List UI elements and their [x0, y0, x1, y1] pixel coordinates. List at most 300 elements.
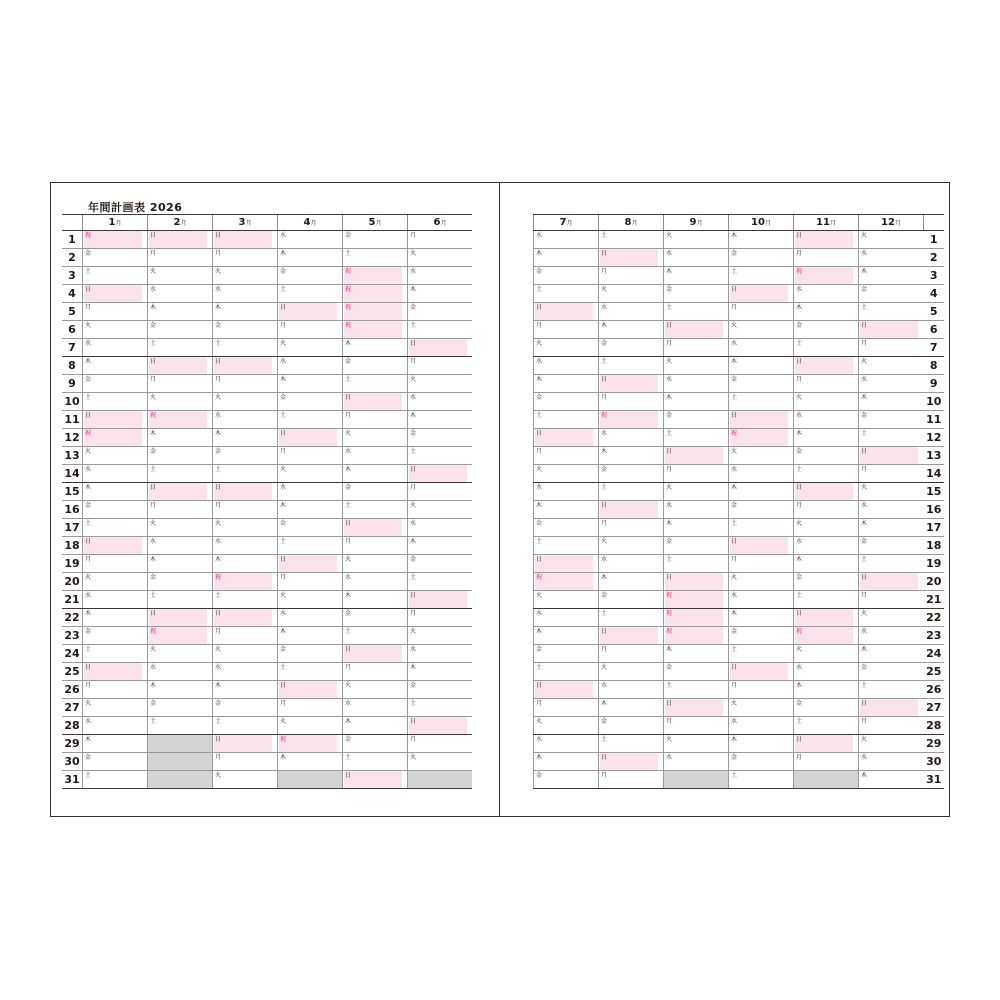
- day-cell[interactable]: [148, 411, 213, 429]
- day-cell[interactable]: [148, 537, 213, 555]
- day-cell[interactable]: [599, 771, 664, 789]
- day-cell[interactable]: [343, 645, 408, 663]
- day-cell[interactable]: [859, 609, 924, 627]
- day-cell[interactable]: [859, 483, 924, 501]
- day-cell[interactable]: [599, 609, 664, 627]
- day-cell[interactable]: [148, 501, 213, 519]
- day-cell[interactable]: [729, 627, 794, 645]
- day-cell[interactable]: [148, 627, 213, 645]
- day-cell[interactable]: [343, 753, 408, 771]
- day-cell[interactable]: [408, 681, 473, 699]
- day-cell[interactable]: [148, 447, 213, 465]
- day-cell[interactable]: [148, 393, 213, 411]
- day-cell[interactable]: [213, 357, 278, 375]
- day-cell[interactable]: [213, 375, 278, 393]
- day-cell[interactable]: [343, 519, 408, 537]
- day-cell[interactable]: [213, 771, 278, 789]
- day-cell[interactable]: [278, 375, 343, 393]
- day-cell[interactable]: [343, 357, 408, 375]
- day-cell[interactable]: [599, 735, 664, 753]
- day-cell[interactable]: [794, 681, 859, 699]
- day-cell[interactable]: [534, 555, 599, 573]
- day-cell[interactable]: [599, 753, 664, 771]
- day-cell[interactable]: [278, 483, 343, 501]
- day-cell[interactable]: [213, 717, 278, 735]
- day-cell[interactable]: [148, 609, 213, 627]
- day-cell[interactable]: [729, 591, 794, 609]
- day-cell[interactable]: [599, 681, 664, 699]
- day-cell[interactable]: [148, 663, 213, 681]
- day-cell[interactable]: [408, 447, 473, 465]
- day-cell[interactable]: [859, 519, 924, 537]
- day-cell[interactable]: [213, 555, 278, 573]
- day-cell[interactable]: [213, 231, 278, 249]
- day-cell[interactable]: [599, 249, 664, 267]
- day-cell[interactable]: [664, 753, 729, 771]
- day-cell[interactable]: [408, 285, 473, 303]
- day-cell[interactable]: [664, 609, 729, 627]
- day-cell[interactable]: [148, 339, 213, 357]
- day-cell[interactable]: [83, 429, 148, 447]
- day-cell[interactable]: [408, 663, 473, 681]
- day-cell[interactable]: [599, 555, 664, 573]
- day-cell[interactable]: [213, 393, 278, 411]
- day-cell[interactable]: [794, 537, 859, 555]
- day-cell[interactable]: [278, 357, 343, 375]
- day-cell[interactable]: [664, 303, 729, 321]
- day-cell[interactable]: [599, 501, 664, 519]
- day-cell[interactable]: [534, 429, 599, 447]
- day-cell[interactable]: [343, 681, 408, 699]
- day-cell[interactable]: [859, 321, 924, 339]
- day-cell[interactable]: [408, 249, 473, 267]
- day-cell[interactable]: [664, 339, 729, 357]
- day-cell[interactable]: [794, 375, 859, 393]
- day-cell[interactable]: [729, 339, 794, 357]
- day-cell[interactable]: [664, 321, 729, 339]
- day-cell[interactable]: [343, 393, 408, 411]
- day-cell[interactable]: [278, 573, 343, 591]
- day-cell[interactable]: [213, 483, 278, 501]
- day-cell[interactable]: [794, 357, 859, 375]
- day-cell[interactable]: [343, 537, 408, 555]
- day-cell[interactable]: [794, 285, 859, 303]
- day-cell[interactable]: [859, 735, 924, 753]
- day-cell[interactable]: [664, 429, 729, 447]
- day-cell[interactable]: [534, 681, 599, 699]
- day-cell[interactable]: [278, 465, 343, 483]
- day-cell[interactable]: [83, 627, 148, 645]
- day-cell[interactable]: [859, 303, 924, 321]
- day-cell[interactable]: [794, 699, 859, 717]
- day-cell[interactable]: [664, 537, 729, 555]
- day-cell[interactable]: [278, 609, 343, 627]
- day-cell[interactable]: [278, 249, 343, 267]
- day-cell[interactable]: [83, 771, 148, 789]
- day-cell[interactable]: [664, 465, 729, 483]
- day-cell[interactable]: [343, 285, 408, 303]
- day-cell[interactable]: [83, 663, 148, 681]
- day-cell[interactable]: [278, 717, 343, 735]
- day-cell[interactable]: [83, 249, 148, 267]
- day-cell[interactable]: [534, 447, 599, 465]
- day-cell[interactable]: [343, 663, 408, 681]
- day-cell[interactable]: [148, 357, 213, 375]
- day-cell[interactable]: [729, 231, 794, 249]
- day-cell[interactable]: [599, 375, 664, 393]
- day-cell[interactable]: [408, 465, 473, 483]
- day-cell[interactable]: [599, 591, 664, 609]
- day-cell[interactable]: [599, 393, 664, 411]
- day-cell[interactable]: [148, 591, 213, 609]
- day-cell[interactable]: [343, 339, 408, 357]
- day-cell[interactable]: [408, 591, 473, 609]
- day-cell[interactable]: [343, 573, 408, 591]
- day-cell[interactable]: [859, 429, 924, 447]
- day-cell[interactable]: [148, 249, 213, 267]
- day-cell[interactable]: [278, 411, 343, 429]
- day-cell[interactable]: [213, 735, 278, 753]
- day-cell[interactable]: [534, 537, 599, 555]
- day-cell[interactable]: [343, 591, 408, 609]
- day-cell[interactable]: [408, 393, 473, 411]
- day-cell[interactable]: [664, 573, 729, 591]
- day-cell[interactable]: [859, 375, 924, 393]
- day-cell[interactable]: [729, 501, 794, 519]
- day-cell[interactable]: [729, 267, 794, 285]
- day-cell[interactable]: [83, 681, 148, 699]
- day-cell[interactable]: [664, 447, 729, 465]
- day-cell[interactable]: [534, 303, 599, 321]
- day-cell[interactable]: [794, 339, 859, 357]
- day-cell[interactable]: [729, 483, 794, 501]
- day-cell[interactable]: [148, 231, 213, 249]
- day-cell[interactable]: [83, 537, 148, 555]
- day-cell[interactable]: [794, 483, 859, 501]
- day-cell[interactable]: [729, 717, 794, 735]
- day-cell[interactable]: [408, 357, 473, 375]
- day-cell[interactable]: [664, 249, 729, 267]
- day-cell[interactable]: [278, 645, 343, 663]
- day-cell[interactable]: [534, 519, 599, 537]
- day-cell[interactable]: [859, 627, 924, 645]
- day-cell[interactable]: [859, 555, 924, 573]
- day-cell[interactable]: [148, 465, 213, 483]
- day-cell[interactable]: [664, 393, 729, 411]
- day-cell[interactable]: [664, 699, 729, 717]
- day-cell[interactable]: [729, 699, 794, 717]
- day-cell[interactable]: [278, 285, 343, 303]
- day-cell[interactable]: [859, 501, 924, 519]
- day-cell[interactable]: [534, 663, 599, 681]
- day-cell[interactable]: [213, 537, 278, 555]
- day-cell[interactable]: [408, 411, 473, 429]
- day-cell[interactable]: [534, 501, 599, 519]
- day-cell[interactable]: [278, 501, 343, 519]
- day-cell[interactable]: [859, 357, 924, 375]
- day-cell[interactable]: [213, 249, 278, 267]
- day-cell[interactable]: [534, 753, 599, 771]
- day-cell[interactable]: [408, 699, 473, 717]
- day-cell[interactable]: [534, 339, 599, 357]
- day-cell[interactable]: [729, 537, 794, 555]
- day-cell[interactable]: [408, 519, 473, 537]
- day-cell[interactable]: [534, 393, 599, 411]
- day-cell[interactable]: [859, 771, 924, 789]
- day-cell[interactable]: [278, 339, 343, 357]
- day-cell[interactable]: [343, 501, 408, 519]
- day-cell[interactable]: [534, 231, 599, 249]
- day-cell[interactable]: [148, 555, 213, 573]
- day-cell[interactable]: [599, 411, 664, 429]
- day-cell[interactable]: [148, 267, 213, 285]
- day-cell[interactable]: [729, 519, 794, 537]
- day-cell[interactable]: [664, 717, 729, 735]
- day-cell[interactable]: [794, 519, 859, 537]
- day-cell[interactable]: [794, 555, 859, 573]
- day-cell[interactable]: [83, 699, 148, 717]
- day-cell[interactable]: [213, 429, 278, 447]
- day-cell[interactable]: [599, 627, 664, 645]
- day-cell[interactable]: [794, 429, 859, 447]
- day-cell[interactable]: [729, 645, 794, 663]
- day-cell[interactable]: [729, 357, 794, 375]
- day-cell[interactable]: [148, 483, 213, 501]
- day-cell[interactable]: [408, 321, 473, 339]
- day-cell[interactable]: [278, 681, 343, 699]
- day-cell[interactable]: [83, 321, 148, 339]
- day-cell[interactable]: [343, 231, 408, 249]
- day-cell[interactable]: [408, 231, 473, 249]
- day-cell[interactable]: [859, 591, 924, 609]
- day-cell[interactable]: [278, 429, 343, 447]
- day-cell[interactable]: [859, 393, 924, 411]
- day-cell[interactable]: [408, 573, 473, 591]
- day-cell[interactable]: [213, 609, 278, 627]
- day-cell[interactable]: [794, 573, 859, 591]
- day-cell[interactable]: [148, 303, 213, 321]
- day-cell[interactable]: [794, 231, 859, 249]
- day-cell[interactable]: [83, 555, 148, 573]
- day-cell[interactable]: [729, 753, 794, 771]
- day-cell[interactable]: [729, 771, 794, 789]
- day-cell[interactable]: [859, 411, 924, 429]
- day-cell[interactable]: [278, 663, 343, 681]
- day-cell[interactable]: [534, 267, 599, 285]
- day-cell[interactable]: [408, 735, 473, 753]
- day-cell[interactable]: [794, 645, 859, 663]
- day-cell[interactable]: [408, 717, 473, 735]
- day-cell[interactable]: [83, 483, 148, 501]
- day-cell[interactable]: [599, 339, 664, 357]
- day-cell[interactable]: [794, 303, 859, 321]
- day-cell[interactable]: [729, 573, 794, 591]
- day-cell[interactable]: [729, 681, 794, 699]
- day-cell[interactable]: [83, 303, 148, 321]
- day-cell[interactable]: [148, 573, 213, 591]
- day-cell[interactable]: [148, 699, 213, 717]
- day-cell[interactable]: [148, 519, 213, 537]
- day-cell[interactable]: [83, 285, 148, 303]
- day-cell[interactable]: [599, 483, 664, 501]
- day-cell[interactable]: [534, 357, 599, 375]
- day-cell[interactable]: [343, 411, 408, 429]
- day-cell[interactable]: [213, 753, 278, 771]
- day-cell[interactable]: [859, 447, 924, 465]
- day-cell[interactable]: [599, 267, 664, 285]
- day-cell[interactable]: [534, 717, 599, 735]
- day-cell[interactable]: [664, 645, 729, 663]
- day-cell[interactable]: [664, 285, 729, 303]
- day-cell[interactable]: [408, 375, 473, 393]
- day-cell[interactable]: [278, 447, 343, 465]
- day-cell[interactable]: [729, 447, 794, 465]
- day-cell[interactable]: [343, 447, 408, 465]
- day-cell[interactable]: [794, 717, 859, 735]
- day-cell[interactable]: [599, 663, 664, 681]
- day-cell[interactable]: [794, 321, 859, 339]
- day-cell[interactable]: [859, 249, 924, 267]
- day-cell[interactable]: [859, 465, 924, 483]
- day-cell[interactable]: [794, 753, 859, 771]
- day-cell[interactable]: [278, 555, 343, 573]
- day-cell[interactable]: [213, 285, 278, 303]
- day-cell[interactable]: [83, 339, 148, 357]
- day-cell[interactable]: [794, 501, 859, 519]
- day-cell[interactable]: [213, 663, 278, 681]
- day-cell[interactable]: [408, 339, 473, 357]
- day-cell[interactable]: [343, 483, 408, 501]
- day-cell[interactable]: [343, 375, 408, 393]
- day-cell[interactable]: [213, 447, 278, 465]
- day-cell[interactable]: [408, 267, 473, 285]
- day-cell[interactable]: [859, 753, 924, 771]
- day-cell[interactable]: [83, 357, 148, 375]
- day-cell[interactable]: [408, 537, 473, 555]
- day-cell[interactable]: [83, 609, 148, 627]
- day-cell[interactable]: [729, 249, 794, 267]
- day-cell[interactable]: [794, 465, 859, 483]
- day-cell[interactable]: [729, 303, 794, 321]
- day-cell[interactable]: [343, 303, 408, 321]
- day-cell[interactable]: [664, 591, 729, 609]
- day-cell[interactable]: [408, 483, 473, 501]
- day-cell[interactable]: [729, 609, 794, 627]
- day-cell[interactable]: [148, 429, 213, 447]
- day-cell[interactable]: [859, 663, 924, 681]
- day-cell[interactable]: [729, 735, 794, 753]
- day-cell[interactable]: [213, 573, 278, 591]
- day-cell[interactable]: [794, 411, 859, 429]
- day-cell[interactable]: [343, 735, 408, 753]
- day-cell[interactable]: [83, 375, 148, 393]
- day-cell[interactable]: [599, 303, 664, 321]
- day-cell[interactable]: [729, 321, 794, 339]
- day-cell[interactable]: [213, 519, 278, 537]
- day-cell[interactable]: [83, 753, 148, 771]
- day-cell[interactable]: [534, 375, 599, 393]
- day-cell[interactable]: [729, 393, 794, 411]
- day-cell[interactable]: [534, 627, 599, 645]
- day-cell[interactable]: [213, 339, 278, 357]
- day-cell[interactable]: [664, 627, 729, 645]
- day-cell[interactable]: [343, 465, 408, 483]
- day-cell[interactable]: [599, 645, 664, 663]
- day-cell[interactable]: [859, 699, 924, 717]
- day-cell[interactable]: [534, 483, 599, 501]
- day-cell[interactable]: [278, 537, 343, 555]
- day-cell[interactable]: [664, 483, 729, 501]
- day-cell[interactable]: [408, 609, 473, 627]
- day-cell[interactable]: [408, 501, 473, 519]
- day-cell[interactable]: [278, 519, 343, 537]
- day-cell[interactable]: [213, 591, 278, 609]
- day-cell[interactable]: [534, 591, 599, 609]
- day-cell[interactable]: [599, 285, 664, 303]
- day-cell[interactable]: [794, 591, 859, 609]
- day-cell[interactable]: [664, 267, 729, 285]
- day-cell[interactable]: [343, 699, 408, 717]
- day-cell[interactable]: [794, 393, 859, 411]
- day-cell[interactable]: [83, 465, 148, 483]
- day-cell[interactable]: [408, 645, 473, 663]
- day-cell[interactable]: [664, 681, 729, 699]
- day-cell[interactable]: [794, 447, 859, 465]
- day-cell[interactable]: [213, 699, 278, 717]
- day-cell[interactable]: [599, 519, 664, 537]
- day-cell[interactable]: [278, 267, 343, 285]
- day-cell[interactable]: [408, 753, 473, 771]
- day-cell[interactable]: [599, 429, 664, 447]
- day-cell[interactable]: [534, 321, 599, 339]
- day-cell[interactable]: [729, 555, 794, 573]
- day-cell[interactable]: [664, 231, 729, 249]
- day-cell[interactable]: [859, 339, 924, 357]
- day-cell[interactable]: [213, 645, 278, 663]
- day-cell[interactable]: [83, 231, 148, 249]
- day-cell[interactable]: [148, 285, 213, 303]
- day-cell[interactable]: [83, 393, 148, 411]
- day-cell[interactable]: [343, 555, 408, 573]
- day-cell[interactable]: [729, 375, 794, 393]
- day-cell[interactable]: [343, 627, 408, 645]
- day-cell[interactable]: [664, 735, 729, 753]
- day-cell[interactable]: [148, 681, 213, 699]
- day-cell[interactable]: [534, 465, 599, 483]
- day-cell[interactable]: [343, 321, 408, 339]
- day-cell[interactable]: [148, 645, 213, 663]
- day-cell[interactable]: [664, 357, 729, 375]
- day-cell[interactable]: [83, 501, 148, 519]
- day-cell[interactable]: [729, 411, 794, 429]
- day-cell[interactable]: [534, 735, 599, 753]
- day-cell[interactable]: [278, 735, 343, 753]
- day-cell[interactable]: [664, 501, 729, 519]
- day-cell[interactable]: [729, 285, 794, 303]
- day-cell[interactable]: [599, 357, 664, 375]
- day-cell[interactable]: [729, 663, 794, 681]
- day-cell[interactable]: [343, 771, 408, 789]
- day-cell[interactable]: [278, 321, 343, 339]
- day-cell[interactable]: [599, 231, 664, 249]
- day-cell[interactable]: [534, 573, 599, 591]
- day-cell[interactable]: [148, 375, 213, 393]
- day-cell[interactable]: [148, 321, 213, 339]
- day-cell[interactable]: [794, 249, 859, 267]
- day-cell[interactable]: [278, 699, 343, 717]
- day-cell[interactable]: [343, 717, 408, 735]
- day-cell[interactable]: [278, 393, 343, 411]
